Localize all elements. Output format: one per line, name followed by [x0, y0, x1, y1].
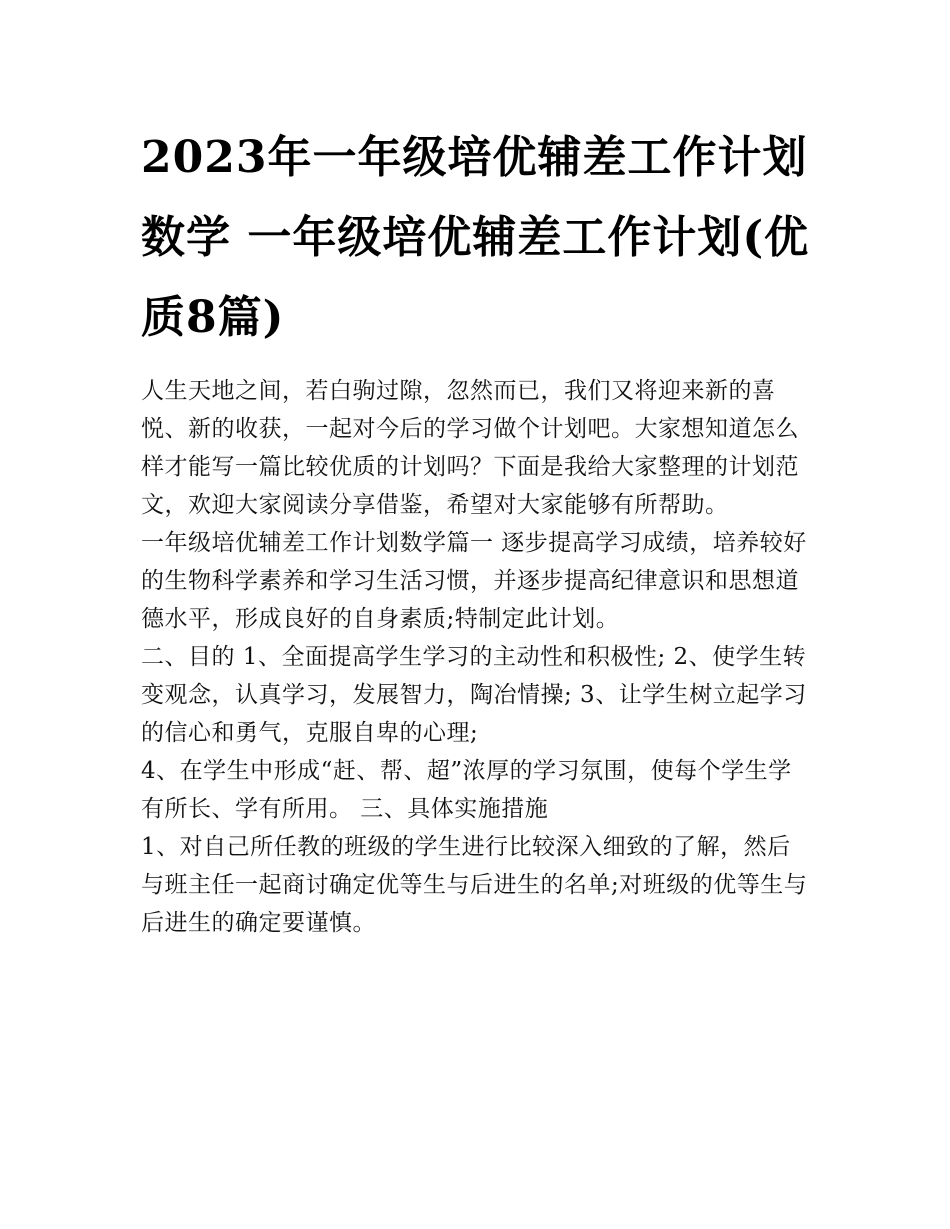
document-body [141, 372, 813, 942]
plan-overview-paragraph: 一年级培优辅差工作计划数学篇一 逐步提高学习成绩，培养较好的生物科学素养和学习生活习惯，并逐步提高纪律意识和思想道德水平，形成良好的自身素质;特制定此计划。 [141, 530, 807, 632]
plan-measures-paragraph: 1、对自己所任教的班级的学生进行比较深入细致的了解，然后与班主任一起商讨确定优等生与后进生的名单;对班级的优等生与后进生的确定要谨慎。 [141, 834, 808, 936]
intro-paragraph: 人生天地之间，若白驹过隙，忽然而已，我们又将迎来新的喜悦、新的收获，一起对今后的学习做个计划吧。大家想知道怎么样才能写一篇比较优质的计划吗？下面是我给大家整理的计划范文，欢迎大家阅读分享借鉴，希望对大家能够有所帮助。 [141, 378, 799, 518]
document-title: 2023年一年级培优辅差工作计划数学 一年级培优辅差工作计划(优质8篇) [141, 132, 810, 343]
document-page [141, 118, 813, 942]
plan-atmosphere-paragraph: 4、在学生中形成“赶、帮、超”浓厚的学习氛围，使每个学生学有所长、学有所用。 三、具体实施措施 [141, 758, 792, 822]
plan-goals-paragraph: 二、目的 1、全面提高学生学习的主动性和积极性; 2、使学生转变观念，认真学习，发展智力，陶冶情操; 3、让学生树立起学习的信心和勇气，克服自卑的心理; [141, 644, 807, 746]
